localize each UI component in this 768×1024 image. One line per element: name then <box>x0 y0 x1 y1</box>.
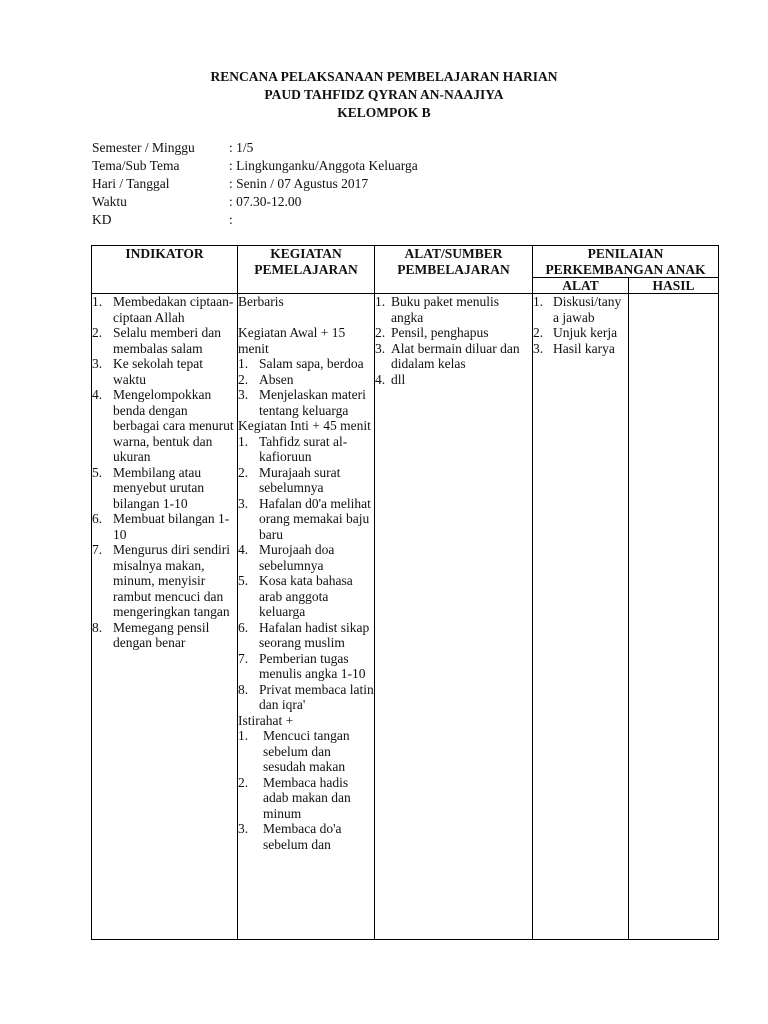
info-label: Tema/Sub Tema <box>92 158 180 173</box>
kegiatan-inti-list <box>238 434 374 713</box>
info-value: : Lingkunganku/Anggota Keluarga <box>229 158 418 173</box>
kegiatan-inti-label: Kegiatan Inti + 45 menit <box>238 418 371 433</box>
penilaian-hasil-cell <box>629 294 719 940</box>
list-item: 1. Membedakan ciptaan-ciptaan Allah <box>92 294 234 325</box>
header-alat-sumber: ALAT/SUMBER PEMBELAJARAN <box>375 246 533 294</box>
list-item: 1. Buku paket menulis angka <box>375 294 499 325</box>
list-item: 4. Mengelompokkan benda dengan berbagai cara menurut warna, bentuk dan ukuran <box>92 387 234 464</box>
list-item: 2. Selalu memberi dan membalas salam <box>92 325 221 356</box>
list-item: 4. Murojaah doa sebelumnya <box>238 542 335 573</box>
list-item: 2. Membaca hadis adab makan dan minum <box>238 774 351 821</box>
list-item: 3. Hasil karya <box>533 340 615 356</box>
kegiatan-berbaris: Berbaris <box>238 294 284 309</box>
indikator-cell <box>92 294 238 940</box>
list-item: 3. Hafalan d0'a melihat orang memakai baju baru <box>238 495 371 542</box>
header-alat: ALAT <box>533 278 629 294</box>
list-item: 3. Membaca do'a sebelum dan <box>238 821 342 852</box>
kegiatan-cell <box>238 294 375 940</box>
list-item: 1. Mencuci tangan sebelum dan sesudah makan <box>238 728 350 774</box>
list-item: 4. dll <box>375 371 406 387</box>
list-item: 2. Murajaah surat sebelumnya <box>238 464 341 495</box>
kegiatan-istirahat-list <box>238 728 374 852</box>
list-item: 3. Ke sekolah tepat waktu <box>92 356 203 387</box>
header-kegiatan: KEGIATAN PEMELAJARAN <box>238 246 375 294</box>
alat-sumber-list <box>375 294 532 387</box>
info-value: : 1/5 <box>229 140 254 155</box>
info-value: : <box>229 212 233 227</box>
list-item: 8. Privat membaca latin dan iqra' <box>238 681 374 712</box>
document-title-line-3: KELOMPOK B <box>337 105 431 120</box>
list-item: 3. Menjelaskan materi tentang keluarga <box>238 387 366 418</box>
list-item: 7. Mengurus diri sendiri misalnya makan, minum, menyisir rambut mencuci dan mengeringkan tangan <box>92 542 230 619</box>
list-item: 5. Membilang atau menyebut urutan bilangan 1-10 <box>92 464 205 511</box>
penilaian-alat-list <box>533 294 628 356</box>
list-item: 2. Pensil, penghapus <box>375 325 489 340</box>
penilaian-alat-cell <box>533 294 629 940</box>
list-item: 6. Hafalan hadist sikap seorang muslim <box>238 619 370 650</box>
kegiatan-awal-label: Kegiatan Awal + 15 menit <box>238 325 346 356</box>
list-item: 1. Diskusi/tany a jawab <box>533 294 622 325</box>
document-title-line-1: RENCANA PELAKSANAAN PEMBELAJARAN HARIAN <box>210 69 558 84</box>
indikator-list <box>92 294 237 651</box>
list-item: 7. Pemberian tugas menulis angka 1-10 <box>238 650 366 681</box>
header-penilaian: PENILAIAN PERKEMBANGAN ANAK <box>533 246 719 278</box>
info-value: : Senin / 07 Agustus 2017 <box>229 176 369 191</box>
info-label: KD <box>92 212 112 227</box>
list-item: 2. Absen <box>238 371 294 387</box>
lesson-plan-table <box>91 245 719 940</box>
kegiatan-istirahat-label: Istirahat + <box>238 712 294 728</box>
list-item: 1. Salam sapa, berdoa <box>238 356 364 371</box>
info-label: Semester / Minggu <box>92 140 195 155</box>
list-item: 8. Memegang pensil dengan benar <box>92 619 210 650</box>
info-label: Hari / Tanggal <box>92 176 170 191</box>
list-item: 2. Unjuk kerja <box>533 325 618 340</box>
header-indikator: INDIKATOR <box>92 246 238 294</box>
alat-sumber-cell <box>375 294 533 940</box>
list-item: 6. Membuat bilangan 1-10 <box>92 511 230 542</box>
document-title-line-2: PAUD TAHFIDZ QYRAN AN-NAAJIYA <box>264 87 504 102</box>
header-hasil: HASIL <box>629 278 719 294</box>
info-value: : 07.30-12.00 <box>229 194 302 209</box>
info-label: Waktu <box>92 194 127 209</box>
list-item: 1. Tahfidz surat al-kafioruun <box>238 433 348 464</box>
kegiatan-awal-list <box>238 356 374 418</box>
list-item: 3. Alat bermain diluar dan didalam kelas <box>375 340 520 371</box>
list-item: 5. Kosa kata bahasa arab anggota keluarga <box>238 573 353 619</box>
